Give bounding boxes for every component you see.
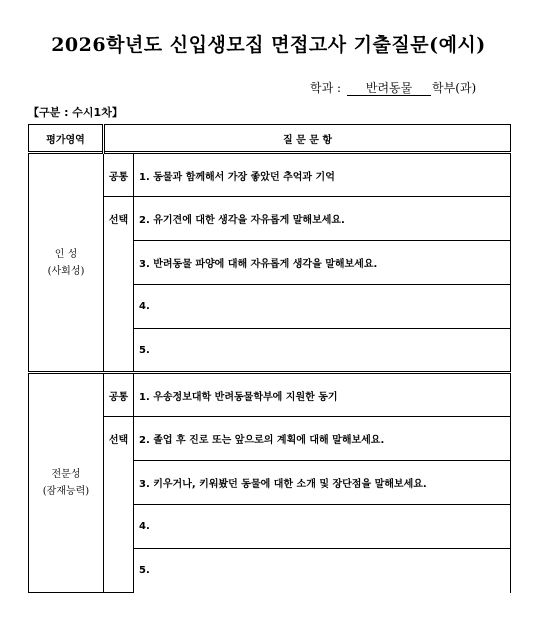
department-line bbox=[310, 79, 476, 96]
question-text: 5. bbox=[134, 549, 511, 593]
department-name: 반려동물 bbox=[347, 81, 431, 96]
department-label: 학과 : bbox=[310, 81, 342, 95]
table-row bbox=[29, 153, 511, 197]
header-area: 평가영역 bbox=[29, 125, 104, 153]
area-cell-expertise bbox=[29, 373, 104, 593]
document-title: 2026학년도 신입생모집 면접고사 기출질문(예시) bbox=[51, 34, 486, 56]
question-text: 3. 반려동물 파양에 대해 자유롭게 생각을 말해보세요. bbox=[134, 241, 511, 285]
header-questions: 질 문 문 항 bbox=[104, 125, 511, 153]
admission-division: 【구분 : 수시1차】 bbox=[28, 106, 123, 119]
area-title: 인 성 bbox=[54, 248, 78, 260]
section-personality bbox=[29, 153, 511, 373]
section-expertise bbox=[29, 373, 511, 593]
area-cell-personality bbox=[29, 153, 104, 373]
question-text: 2. 유기견에 대한 생각을 자유롭게 말해보세요. bbox=[134, 197, 511, 241]
question-text: 1. 우송정보대학 반려동물학부에 지원한 동기 bbox=[134, 373, 511, 417]
question-table bbox=[28, 124, 511, 593]
department-suffix: 학부(과) bbox=[432, 81, 477, 95]
table-row bbox=[29, 373, 511, 417]
question-text: 4. bbox=[134, 505, 511, 549]
question-type: 공통 bbox=[104, 153, 134, 197]
question-text: 2. 졸업 후 진로 또는 앞으로의 계획에 대해 말해보세요. bbox=[134, 417, 511, 461]
question-text: 4. bbox=[134, 285, 511, 329]
question-type: 선택 bbox=[104, 197, 134, 373]
table-header-row bbox=[29, 125, 511, 153]
question-type: 공통 bbox=[104, 373, 134, 417]
question-text: 5. bbox=[134, 329, 511, 373]
area-title: 전문성 bbox=[51, 469, 81, 480]
question-type: 선택 bbox=[104, 417, 134, 593]
question-text: 3. 키우거나, 키워봤던 동물에 대한 소개 및 장단점을 말해보세요. bbox=[134, 461, 511, 505]
area-subtitle: (잠재능력) bbox=[42, 486, 90, 497]
question-text: 1. 동물과 함께해서 가장 좋았던 추억과 기억 bbox=[134, 153, 511, 197]
area-subtitle: (사회성) bbox=[47, 265, 85, 277]
